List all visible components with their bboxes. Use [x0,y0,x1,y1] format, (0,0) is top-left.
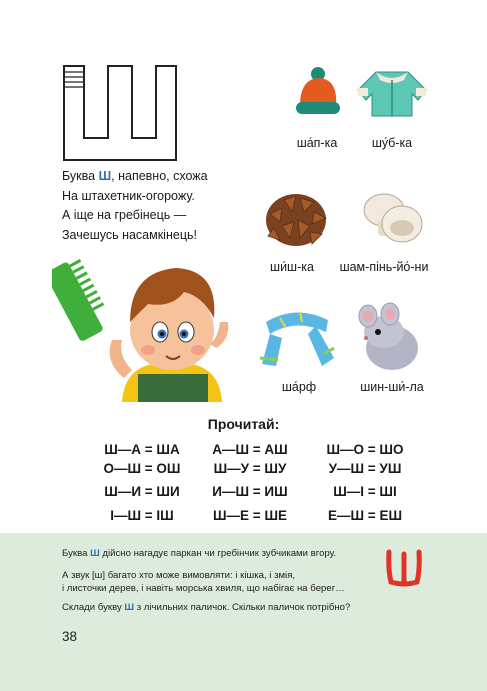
chinchilla-icon [354,302,424,374]
syllable: Ш—У = ШУ [213,461,287,476]
picture-caption: ши́ш-ка [270,260,314,274]
pine-cone-icon [260,184,332,252]
poem-line-3: А іще на гребінець — [62,208,187,222]
syllable: У—Ш = УШ [328,461,402,476]
info-paragraph-3: Склади букву Ш з лічильних паличок. Скільки паличок потрібно? [62,602,351,613]
poem-line-1: Буква Ш, напевно, схожа [62,169,208,183]
mushrooms-icon [360,190,424,248]
poem-line-4: Зачешусь насамкінець! [62,227,197,242]
syllable: Ш—О = ШО [326,442,404,457]
fur-coat-icon [356,66,428,118]
syllable: Ш—И = ШИ [104,484,180,499]
picture-caption: шам-пінь-йо́-ни [339,260,429,274]
scarf-icon [256,304,340,374]
red-letter-sha-icon [385,548,423,588]
picture-caption: ша́рф [281,380,317,394]
read-title: Прочитай: [207,416,280,432]
syllable: Ш—Е = ШЕ [212,508,288,523]
boy-with-comb-icon [52,252,238,402]
hat-icon [292,66,342,118]
picture-caption: шу́б-ка [371,136,413,150]
syllable: Ш—А = ША [104,442,180,457]
syllable: И—Ш = ИШ [212,484,288,499]
syllable: Ш—І = ШІ [333,484,397,499]
info-letter: Ш [90,548,100,559]
poem-line-2: На штахетник-огорожу. [62,188,195,203]
info-paragraph-1: Буква Ш дійсно нагадує паркан чи гребінчик зубчиками вгору. [62,548,337,559]
syllable: О—Ш = ОШ [103,461,181,476]
poem-letter: Ш [98,169,112,183]
info-letter: Ш [124,602,135,613]
info-paragraph-2-line-2: і листочки дерев, і навіть морська хвиля, що набігає на берег… [62,583,345,594]
syllable: І—Ш = ІШ [110,508,174,523]
big-letter-sha-icon [62,64,178,162]
picture-caption: ша́п-ка [296,136,338,150]
poem [62,167,208,245]
syllable: А—Ш = АШ [212,442,288,457]
page-number: 38 [62,629,78,644]
info-paragraph-2-line-1: А звук [ш] багато хто може вимовляти: і кішка, і змія, [62,570,296,581]
picture-caption: шин-ши́-ла [360,380,424,394]
syllable: Е—Ш = ЕШ [327,508,403,523]
